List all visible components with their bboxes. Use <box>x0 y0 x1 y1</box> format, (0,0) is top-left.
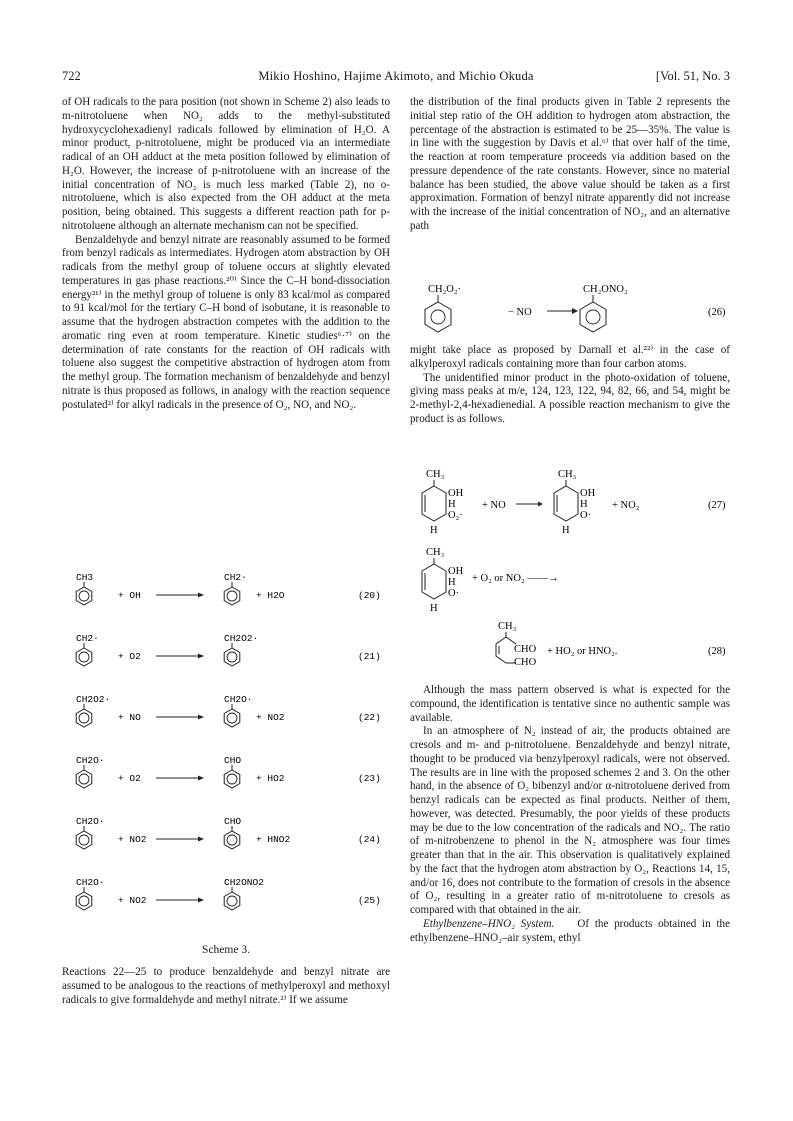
benzene-ring-icon <box>580 302 606 332</box>
left-column-bottom <box>62 966 390 1007</box>
section-heading-ethylbenzene: Ethylbenzene–HNO₂ System. <box>423 917 555 930</box>
scheme-left-substituent: CH2O2· <box>76 694 111 705</box>
benzene-ring-icon <box>76 770 92 788</box>
scheme-left-substituent: CH2O· <box>76 755 105 766</box>
cyclohexadienyl-ring-icon <box>422 486 446 521</box>
equation-27 <box>410 466 730 540</box>
scheme-right-substituent: CH2· <box>224 572 247 583</box>
eq27-h-bottom-left: H <box>430 525 438 536</box>
equation-26-drawing <box>410 280 730 340</box>
right-paragraph-3: The unidentified minor product in the photo-oxidation of toluene, giving mass peaks at m/e, 124, 123, 122, 94, 82, 66, and 54, might be 2-methyl-2,4-hexadienedial. A possible reaction mechanism to give the product is as follows. <box>410 371 730 425</box>
volume-info: [Vol. 51, No. 3 <box>655 69 730 83</box>
scheme-left-substituent: CH2O· <box>76 816 105 827</box>
equation-27-drawing <box>410 466 730 540</box>
right-paragraph-4: Although the mass pattern observed is what is expected for the compound, the identification is tentative since no authentic sample was available. <box>410 684 730 724</box>
scheme-3-title: Scheme 3. <box>202 944 250 956</box>
scheme-reagent: + NO <box>118 712 141 723</box>
eq27-ch3-left: CH₃ <box>426 469 445 480</box>
reaction-arrow <box>198 898 204 903</box>
eq27-plus-no2: + NO₂ <box>612 500 640 511</box>
eq28-ch3: CH₃ <box>498 621 517 632</box>
right-column <box>410 96 730 234</box>
scheme-3 <box>62 572 390 962</box>
cyclohexadienyl-ring-icon <box>554 486 578 521</box>
eq26-left-group: CH₂O₂· <box>428 284 461 295</box>
right-paragraph-2: might take place as proposed by Darnall et al.²²⁾ in the case of alkylperoxyl radicals containing more than four carbon atoms. <box>410 344 730 370</box>
reaction-arrow <box>198 837 204 842</box>
right-paragraph-1: the distribution of the final products given in Table 2 represents the initial step ratio of the OH addition to hydrogen atom abstraction, the percentage of the abstraction is estimated to be 25—35%. The value is in line with the suggestion by Davis et al.⁶⁾ that over half of the time, the reaction at room temperature proceeds via addition based on the pressure dependence of the rate constants. However, since no material balance has been studied, the above value should be taken as a first approximation. Formation of benzyl nitrate apparently did not increase with the increase of the initial concentration of NO₂, and an alternative path <box>410 96 730 232</box>
left-column <box>62 96 390 412</box>
eq28-cho-1: CHO <box>514 644 537 655</box>
scheme-product: + H2O <box>256 590 285 601</box>
benzene-ring-icon <box>224 892 240 910</box>
equation-26 <box>410 280 730 340</box>
scheme-product: + HO2 <box>256 773 285 784</box>
scheme-right-substituent: CH2O2· <box>224 633 259 644</box>
scheme-reagent: + NO2 <box>118 895 147 906</box>
scheme-right-substituent: CHO <box>224 755 242 766</box>
scheme-right-substituent: CH2O· <box>224 694 253 705</box>
cyclohexadienyl-ring-icon <box>422 564 446 599</box>
reaction-arrow <box>198 654 204 659</box>
scheme-reagent: + O2 <box>118 773 141 784</box>
benzene-ring-icon <box>224 831 240 849</box>
scheme-equation-number: (25) <box>358 895 381 906</box>
eq27-o2-left: O₂· <box>448 510 463 521</box>
benzene-ring-icon <box>425 302 451 332</box>
benzene-ring-icon <box>224 770 240 788</box>
eq27b-oh: OH <box>448 566 464 577</box>
eq27b-h: H <box>448 577 456 588</box>
eq28-products: + HO₂ or HNO₂. <box>547 646 618 657</box>
scheme-equation-number: (23) <box>358 773 381 784</box>
eq27b-o-rad: O· <box>448 588 460 599</box>
scheme-left-substituent: CH3 <box>76 572 94 583</box>
reaction-arrow <box>198 776 204 781</box>
eq27b-h-bottom: H <box>430 603 438 614</box>
eq27b-reagents: + O₂ or NO₂ ——→ <box>472 573 559 584</box>
equation-27b-drawing <box>410 544 730 616</box>
scheme-equation-number: (24) <box>358 834 381 845</box>
eq27-h-right: H <box>580 499 588 510</box>
eq27b-ch3: CH₃ <box>426 547 445 558</box>
scheme-right-substituent: CH2ONO2 <box>224 877 264 888</box>
scheme-equation-number: (20) <box>358 590 381 601</box>
scheme-left-substituent: CH2O· <box>76 877 105 888</box>
reaction-arrow <box>198 715 204 720</box>
benzene-ring-icon <box>76 709 92 727</box>
benzene-ring-icon <box>76 587 92 605</box>
right-paragraph-5: In an atmosphere of N₂ instead of air, the products obtained are cresols and m- and p-nitrotoluene. Benzaldehyde and benzyl nitrate, thought to be produced via benzylperoxyl radicals, were not observed. The results are in line with the proposed schemes 2 and 3. On the other hand, in the absence of O₂ bibenzyl and/or α-nitrotoluene derived from benzyl radicals can be expected as final products. Neither of them, however, was detected. Presumably, the poor yields of these products may be due to the low concentration of the radicals and NO₂. The ratio of m-nitrobenzene to phenol in the N₂ atmosphere was four times greater than that in the air. This observation is qualitatively explained by the fact that the hydrogen atom abstraction by O₂, Reactions 14, 15, and/or 16, does not contribute to the formation of cresols in the absence of O₂, resulting in a greater ratio of m-nitrotoluene to cresols as compared with that obtained in the air. <box>410 725 730 916</box>
left-paragraph-2: Benzaldehyde and benzyl nitrate are reasonably assumed to be formed from benzyl radicals as intermediates. Hydrogen atom abstraction by OH radicals from the methyl group of toluene occurs at slightly elevated temperatures in gas phase reactions.²⁰⁾ Since the C–H bond-dissociation energy²¹⁾ in the methyl group of toluene is only 83 kcal/mol as compared to 91 kcal/mol for the tertiary C–H bond of isobutane, it is reasonable to assume that the hydrogen abstraction competes with the addition to the aromatic ring even at room temperature. Kinetic studies⁶·⁷⁾ on the determination of rate constants for the reaction of OH radicals with toluene also suggest the competitive abstraction of hydrogen atom from the methyl group. The formation mechanism of benzaldehyde and benzyl nitrate is thus proposed as follows, in analogy with the reaction sequence postulated²⁾ for alkyl radicals in the presence of O₂, NO, and NO₂. <box>62 233 390 411</box>
scheme-product: + NO2 <box>256 712 285 723</box>
eq27-number: (27) <box>708 500 726 511</box>
equation-28-drawing <box>410 618 730 674</box>
scheme-3-drawing <box>62 572 390 952</box>
benzene-ring-icon <box>224 587 240 605</box>
eq26-reagent: − NO <box>508 307 532 318</box>
scheme-reagent: + O2 <box>118 651 141 662</box>
eq26-number: (26) <box>708 307 726 318</box>
right-paragraph-6 <box>410 918 730 946</box>
scheme-right-substituent: CHO <box>224 816 242 827</box>
eq28-cho-2: CHO <box>514 657 537 668</box>
benzene-ring-icon <box>224 648 240 666</box>
right-column-3 <box>410 684 730 945</box>
reaction-arrow <box>198 593 204 598</box>
page-header <box>62 69 730 85</box>
scheme-equation-number: (21) <box>358 651 381 662</box>
eq28-number: (28) <box>708 646 726 657</box>
eq27-h-bottom-right: H <box>562 525 570 536</box>
page-number: 722 <box>62 69 81 83</box>
benzene-ring-icon <box>76 648 92 666</box>
benzene-ring-icon <box>76 831 92 849</box>
scheme-equation-number: (22) <box>358 712 381 723</box>
eq26-right-group: CH₂ONO₂ <box>583 284 628 295</box>
benzene-ring-icon <box>224 709 240 727</box>
eq27-o-rad-right: O· <box>580 510 592 521</box>
right-paragraph-6-text: Of the products obtained in the ethylbenzene–HNO₂–air system, ethyl <box>410 917 731 944</box>
equation-27b <box>410 544 730 616</box>
benzene-ring-icon <box>76 892 92 910</box>
left-paragraph-3: Reactions 22—25 to produce benzaldehyde and benzyl nitrate are assumed to be analogous to the reactions of methylperoxyl and methoxyl radicals to give formaldehyde and methyl nitrate.²⁾ If we assume <box>62 966 390 1006</box>
eq27-h-left: H <box>448 499 456 510</box>
scheme-reagent: + OH <box>118 590 141 601</box>
equation-28 <box>410 618 730 674</box>
left-paragraph-1: of OH radicals to the para position (not shown in Scheme 2) also leads to m-nitrotoluene when NO₂ adds to the methyl-substituted hydroxycyclohexadienyl radicals followed by elimination of H₂O. A minor product, p-nitrotoluene, might be produced via an intermediate radical of an OH adduct at the meta position followed by elimination of H₂O. However, the increase of p-nitrotoluene with an increase of the initial concentration of NO₂ is much less marked (Table 2), no o-nitrotoluene, which is also expected from the OH adduct at the meta position, being obtained. This suggests a different reaction path for p-nitrotoluene although an alternate mechanism can not be specified. <box>62 96 390 232</box>
running-head-authors: Mikio Hoshino, Hajime Akimoto, and Michio Okuda <box>258 69 534 83</box>
scheme-product: + HNO2 <box>256 834 291 845</box>
eq27-oh-left: OH <box>448 488 464 499</box>
eq27-plus-no: + NO <box>482 500 506 511</box>
scheme-left-substituent: CH2· <box>76 633 99 644</box>
eq27-ch3-right: CH₃ <box>558 469 577 480</box>
eq27-oh-right: OH <box>580 488 596 499</box>
right-column-2 <box>410 344 730 427</box>
scheme-reagent: + NO2 <box>118 834 147 845</box>
